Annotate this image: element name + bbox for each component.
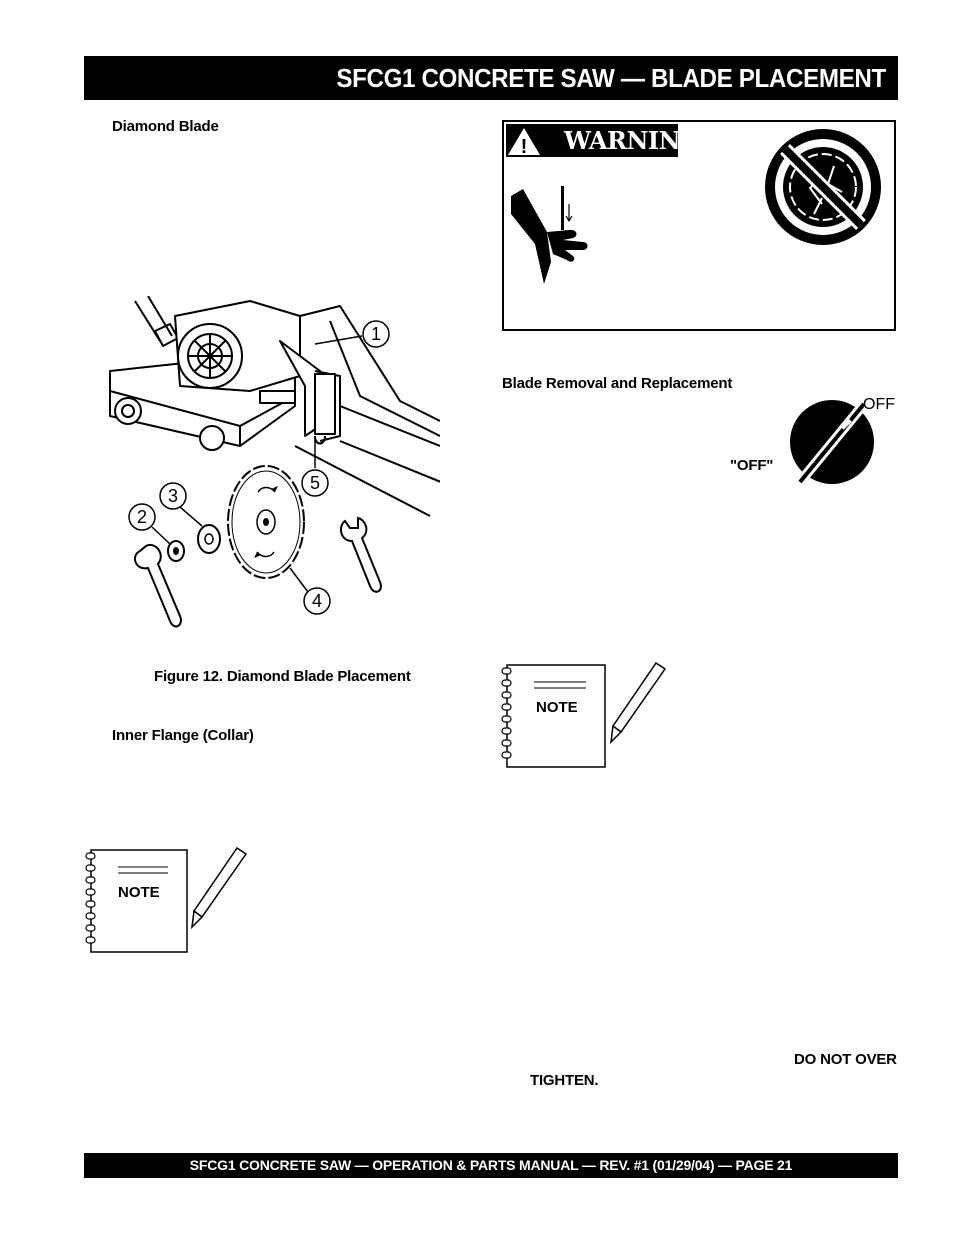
diamond-blade-figure [100, 296, 440, 636]
page-header-bar [84, 56, 898, 100]
inner-flange-heading: Inner Flange (Collar) [112, 727, 254, 744]
callout-label: 4 [311, 591, 323, 611]
pencil-icon [192, 848, 246, 927]
pencil-icon [611, 663, 665, 742]
off-switch-label: OFF [863, 396, 895, 413]
diamond-blade-heading: Diamond Blade [112, 118, 219, 135]
page-title: SFCG1 CONCRETE SAW — BLADE PLACEMENT [336, 63, 886, 93]
note-notebook-icon [84, 845, 254, 957]
off-switch-icon [780, 390, 900, 490]
note-notebook-icon [500, 660, 670, 772]
off-position-text: "OFF" [730, 457, 774, 474]
diamond-blade-drawing [228, 466, 304, 578]
no-damaged-blade-icon [762, 126, 884, 248]
warning-triangle-symbol: ! [520, 136, 528, 157]
nut-drawing [168, 541, 184, 561]
hand-blade-hazard-icon [509, 184, 594, 294]
blade-removal-heading: Blade Removal and Replacement [502, 375, 733, 392]
warning-label: WARNING [564, 126, 701, 155]
page-footer-bar [84, 1153, 898, 1178]
tighten-text: TIGHTEN. [530, 1072, 599, 1089]
note-label: NOTE [118, 884, 160, 901]
flange-washer-drawing [198, 525, 220, 553]
warning-box [502, 120, 896, 331]
callout-label: 2 [136, 507, 148, 527]
callout-label: 3 [167, 486, 179, 506]
figure-caption: Figure 12. Diamond Blade Placement [154, 668, 411, 685]
callout-label: 5 [309, 473, 321, 493]
do-not-over-text: DO NOT OVER [794, 1051, 897, 1068]
warning-triangle-icon [506, 126, 542, 157]
callout-label: 1 [370, 324, 382, 344]
warning-banner [506, 124, 701, 157]
note-label: NOTE [536, 699, 578, 716]
page-footer: SFCG1 CONCRETE SAW — OPERATION & PARTS MANUAL — REV. #1 (01/29/04) — PAGE 21 [189, 1157, 793, 1173]
